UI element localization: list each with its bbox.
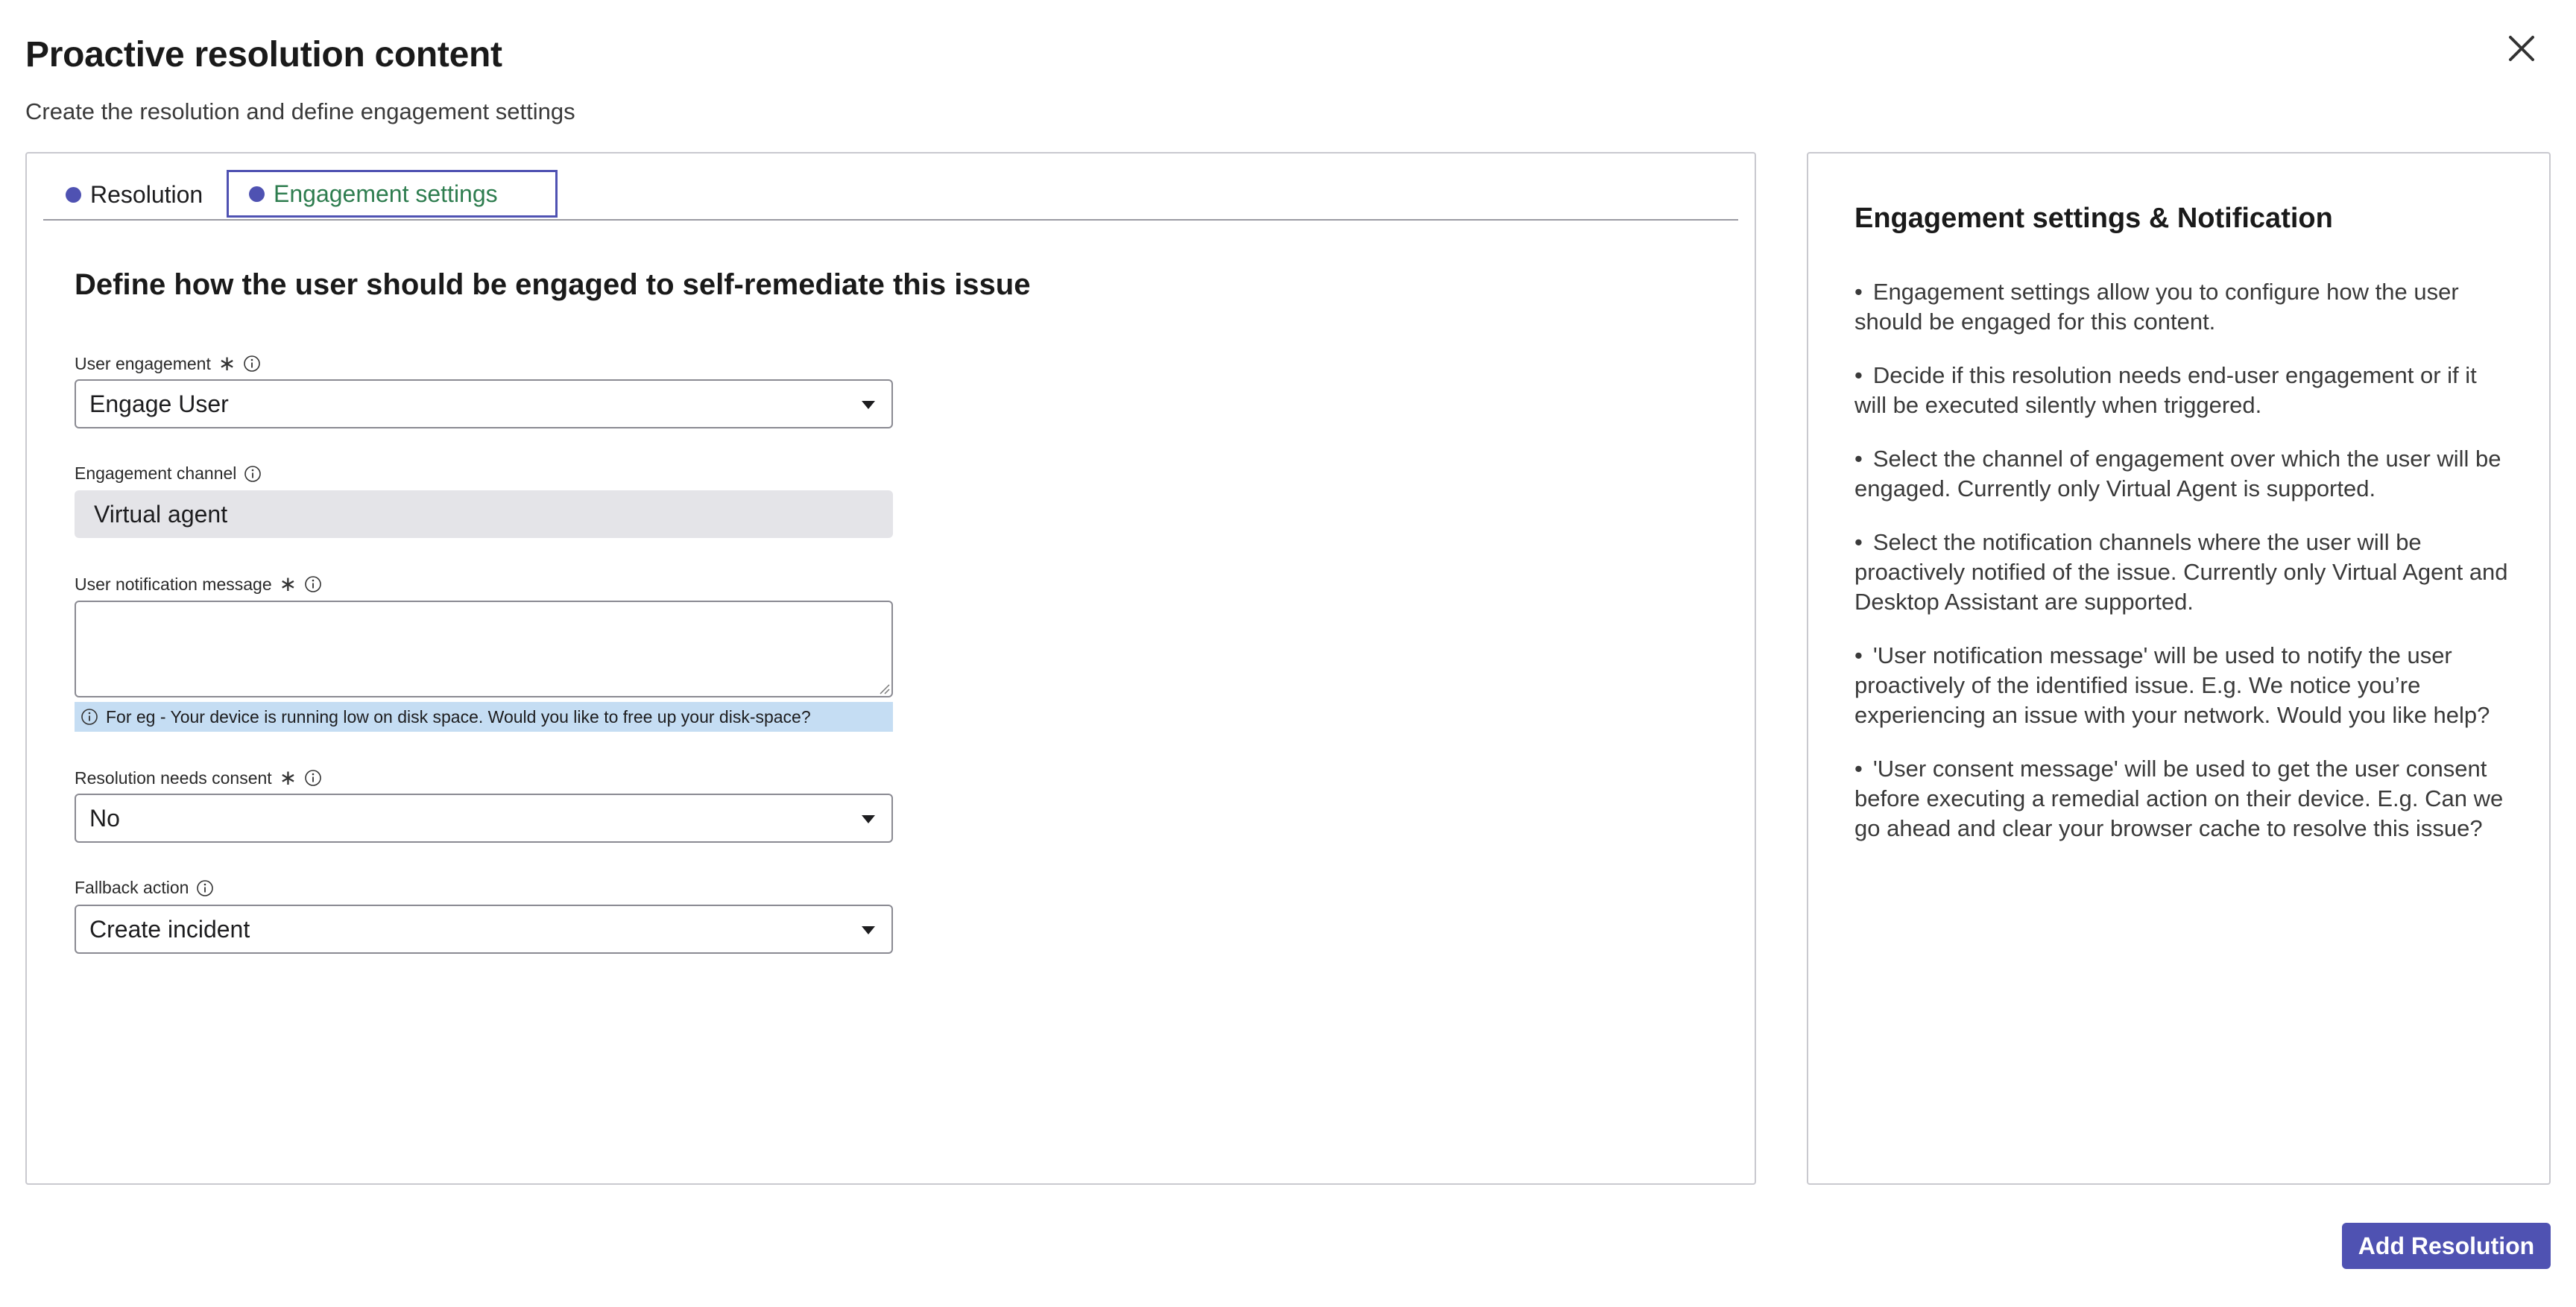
tab-engagement-settings[interactable] xyxy=(227,170,558,218)
bullet: • xyxy=(1854,362,1863,388)
help-item-text: 'User consent message' will be used to get the user consent before executing a remedial action on their device. E.g. Can we go ahead and clear your browser cache to resolve this issue? xyxy=(1854,756,2504,841)
add-resolution-button[interactable]: Add Resolution xyxy=(2342,1223,2551,1269)
chevron-down-icon xyxy=(862,401,875,409)
help-item xyxy=(1854,444,2510,504)
bullet: • xyxy=(1854,446,1863,472)
info-icon[interactable] xyxy=(244,465,262,483)
notification-hint xyxy=(75,702,893,732)
select-value: Create incident xyxy=(89,915,250,943)
info-icon[interactable] xyxy=(304,769,322,787)
chevron-down-icon xyxy=(862,926,875,934)
required-mark: ∗ xyxy=(279,766,297,789)
hint-text: For eg - Your device is running low on disk space. Would you like to free up your disk-space? xyxy=(106,706,811,727)
info-icon[interactable] xyxy=(196,879,214,897)
resolution-needs-consent-label xyxy=(75,768,322,788)
help-panel-title: Engagement settings & Notification xyxy=(1854,203,2333,234)
help-item-text: Engagement settings allow you to configure how the user should be engaged for this content. xyxy=(1854,279,2459,335)
engagement-channel-label xyxy=(75,463,262,484)
label-text: User engagement xyxy=(75,353,211,373)
resolution-needs-consent-select[interactable] xyxy=(75,794,893,843)
resize-grip-icon[interactable] xyxy=(878,683,890,694)
select-value: Engage User xyxy=(89,390,229,417)
chevron-down-icon xyxy=(862,815,875,823)
info-icon[interactable] xyxy=(243,355,261,373)
label-text: User notification message xyxy=(75,574,272,594)
help-item-text: Select the notification channels where the user will be proactively notified of the issue. Currently only Virtual Agent and Desktop Assistant are supported. xyxy=(1854,529,2508,615)
user-engagement-select[interactable] xyxy=(75,379,893,428)
bullet: • xyxy=(1854,642,1863,668)
tab-resolution[interactable] xyxy=(66,171,203,218)
required-mark: ∗ xyxy=(218,352,236,375)
section-title: Define how the user should be engaged to self-remediate this issue xyxy=(75,268,1031,301)
bullet: • xyxy=(1854,279,1863,305)
user-notification-message-input[interactable] xyxy=(75,601,893,697)
user-notification-message-label xyxy=(75,574,322,595)
help-list xyxy=(1854,277,2510,867)
dialog-subtitle: Create the resolution and define engagement settings xyxy=(25,98,575,124)
help-item-text: Select the channel of engagement over which the user will be engaged. Currently only Virtual Agent is supported. xyxy=(1854,446,2501,501)
label-text: Engagement channel xyxy=(75,463,237,483)
bullet: • xyxy=(1854,756,1863,782)
label-text: Resolution needs consent xyxy=(75,768,272,788)
tab-dot-icon xyxy=(66,187,81,203)
info-icon xyxy=(80,708,98,726)
help-item-text: Decide if this resolution needs end-user engagement or if it will be executed silently when triggered. xyxy=(1854,362,2477,418)
help-item xyxy=(1854,361,2510,420)
help-item-text: 'User notification message' will be used to notify the user proactively of the identified issue. E.g. We notice you’re experiencing an issue with your network. Would you like help? xyxy=(1854,642,2490,728)
fallback-action-label xyxy=(75,878,214,898)
tab-label: Resolution xyxy=(90,180,203,208)
tab-label: Engagement settings xyxy=(274,180,498,207)
dialog-title: Proactive resolution content xyxy=(25,35,502,75)
required-mark: ∗ xyxy=(279,572,297,595)
help-item xyxy=(1854,528,2510,617)
fallback-action-select[interactable] xyxy=(75,905,893,954)
help-item xyxy=(1854,754,2510,844)
close-icon xyxy=(2500,27,2543,70)
tab-dot-icon xyxy=(249,186,265,202)
help-item xyxy=(1854,277,2510,337)
user-engagement-label xyxy=(75,353,261,374)
bullet: • xyxy=(1854,529,1863,555)
select-value: No xyxy=(89,804,120,832)
help-item xyxy=(1854,641,2510,730)
info-icon[interactable] xyxy=(304,575,322,593)
label-text: Fallback action xyxy=(75,878,189,897)
tab-bar xyxy=(43,171,1738,221)
engagement-channel-field: Virtual agent xyxy=(75,490,893,538)
close-button[interactable] xyxy=(2500,27,2543,70)
